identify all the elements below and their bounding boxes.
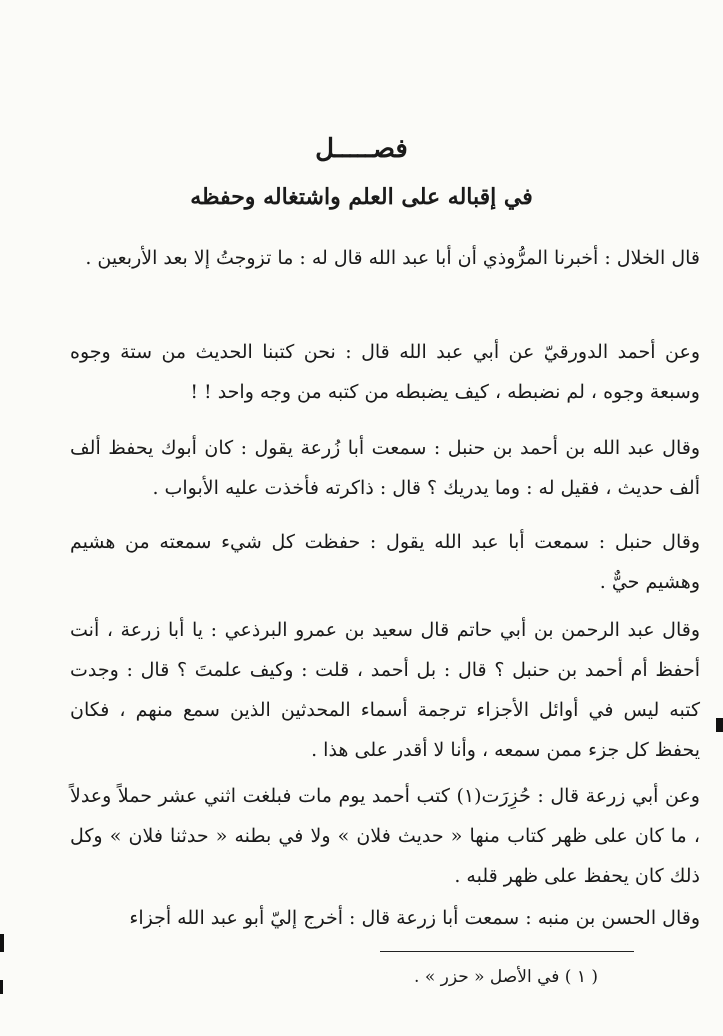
paragraph: وقال حنبل : سمعت أبا عبد الله يقول : حفظت كل شيء سمعته من هشيم وهشيم حيٌّ . — [70, 531, 700, 593]
paragraph: وقال الحسن بن منبه : سمعت أبا زرعة قال : أخرج إليّ أبو عبد الله أجزاء — [129, 907, 700, 929]
section-title: فصـــــل — [315, 134, 408, 164]
footnote-divider — [380, 951, 634, 952]
paragraph: وعن أحمد الدورقيّ عن أبي عبد الله قال : نحن كتبنا الحديث من ستة وجوه وسبعة وجوه ، لم نضبطه ، كيف يضبطه من كتبه من وجه واحد ! ! — [70, 341, 700, 403]
section-subtitle: في إقباله على العلم واشتغاله وحفظه — [190, 184, 533, 210]
paragraph: قال الخلال : أخبرنا المرُّوذي أن أبا عبد الله قال له : ما تزوجتُ إلا بعد الأربعين . — [85, 247, 700, 269]
paragraph: وقال عبد الرحمن بن أبي حاتم قال سعيد بن عمرو البرذعي : يا أبا زرعة ، أنت أحفظ أم أحمد بن حنبل ؟ قال : بل أحمد ، قلت : وكيف علمتَ ؟ قال : وجدت كتبه ليس في أوائل الأجزاء ترجمة أسماء المحدثين الذين سمع منهم ، فكان يحفظ كل جزء ممن سمعه ، وأنا لا أقدر على هذا . — [70, 619, 700, 761]
scan-edge-mark — [0, 980, 3, 994]
scan-edge-mark — [0, 934, 4, 952]
footnote: ( ١ ) في الأصل « حزر » . — [414, 967, 598, 987]
paragraph: وقال عبد الله بن أحمد بن حنبل : سمعت أبا زُرعة يقول : كان أبوك يحفظ ألف ألف حديث ، فقيل له : وما يدريك ؟ قال : ذاكرته فأخذت عليه الأبواب . — [70, 437, 700, 499]
paragraph: وعن أبي زرعة قال : حُزِرَت(١) كتب أحمد يوم مات فبلغت اثني عشر حملاً وعدلاً ، ما كان على ظهر كتاب منها « حديث فلان » ولا في بطنه « حدثنا فلان » وكل ذلك كان يحفظ على ظهر قلبه . — [70, 785, 700, 887]
scan-edge-mark — [716, 718, 723, 732]
